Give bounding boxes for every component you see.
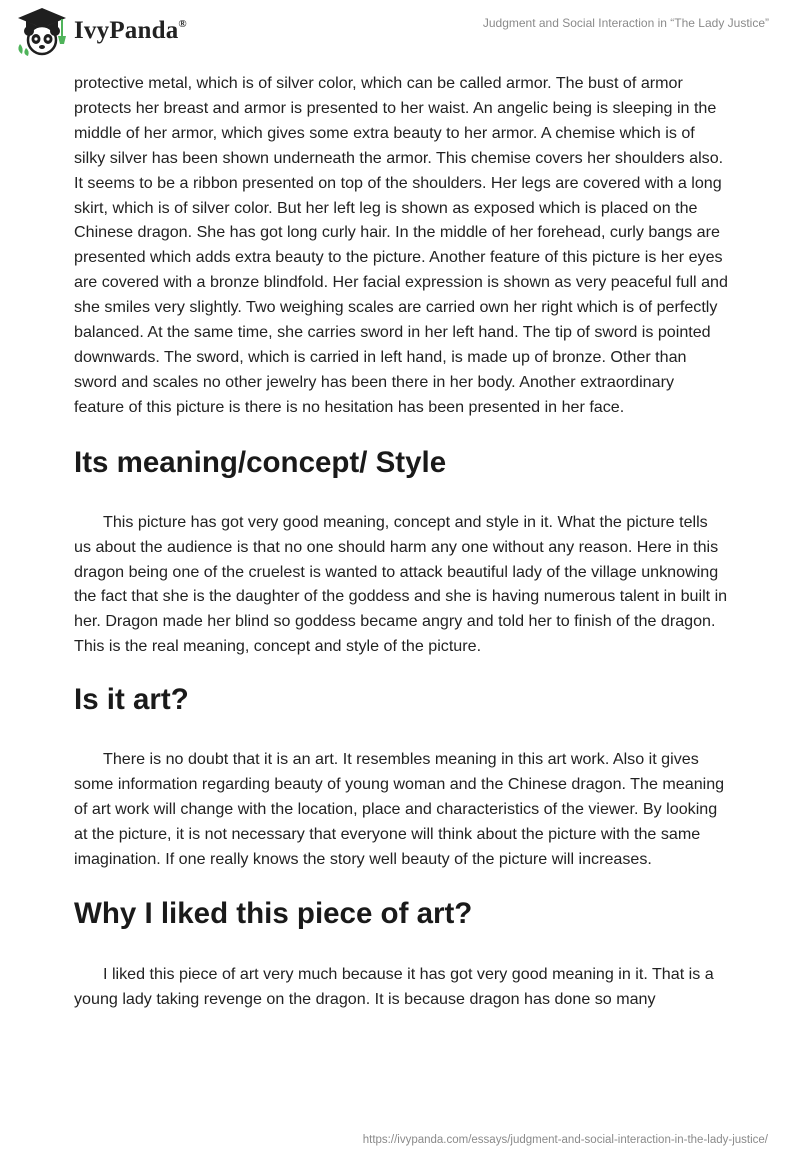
section-heading-is-it-art: Is it art? <box>74 683 189 717</box>
essay-content <box>74 71 728 1011</box>
source-url-link[interactable]: https://ivypanda.com/essays/judgment-and-social-interaction-in-the-lady-justice/ <box>362 1134 768 1146</box>
ivypanda-logo[interactable] <box>14 6 187 56</box>
document-title: Judgment and Social Interaction in “The Lady Justice” <box>482 16 769 30</box>
section-paragraph-meaning: This picture has got very good meaning, concept and style in it. What the picture tells us about the audience is that no one should harm any one without any reason. Here in this dragon being one of the cruelest is wanted to attack beautiful lady of the village unknowing the fact that she is the daughter of the goddess and she is having numerous talent in built in her. Dragon made her blind so goddess became angry and told her to finish of the dragon. This is the real meaning, concept and style of the picture. <box>74 512 728 656</box>
brand-name: IvyPanda® <box>74 17 187 44</box>
intro-paragraph: protective metal, which is of silver color, which can be called armor. The bust of armor protects her breast and armor is presented to her waist. An angelic being is sleeping in the middle of her armor, which gives some extra beauty to her armor. A chemise which is of silky silver has been shown underneath the armor. This chemise covers her shoulders also. It seems to be a ribbon presented on top of the shoulders. Her legs are covered with a long skirt, which is of silver color. But her left leg is shown as exposed which is placed on the Chinese dragon. She has got long curly hair. In the middle of her forehead, curly bangs are presented which adds extra beauty to the picture. Another feature of this picture is her eyes are covered with a bronze blindfold. Her facial expression is shown as very peaceful full and she smiles very slightly. Two weighing scales are carried own her right which is of perfectly balanced. At the same time, she carries sword in her left hand. The tip of sword is pointed downwards. The sword, which is carried in left hand, is made up of bronze. Other than sword and scales no other jewelry has been there in her body. Another extraordinary feature of this picture is there is no hesitation has been presented in her face. <box>74 74 728 416</box>
page-header <box>0 0 800 70</box>
panda-mascot-icon <box>14 6 70 56</box>
section-paragraph-why-liked: I liked this piece of art very much because it has got very good meaning in it. That is a young lady taking revenge on the dragon. It is because dragon has done so many <box>74 964 714 1008</box>
section-heading-meaning: Its meaning/concept/ Style <box>74 445 447 479</box>
section-heading-why-liked: Why I liked this piece of art? <box>74 896 473 930</box>
section-paragraph-is-it-art: There is no doubt that it is an art. It resembles meaning in this art work. Also it gives some information regarding beauty of young woman and the Chinese dragon. The meaning of art work will change with the location, place and characteristics of the viewer. By looking at the picture, it is not necessary that everyone will think about the picture with the same imagination. If one really knows the story well beauty of the picture will increases. <box>74 750 725 868</box>
